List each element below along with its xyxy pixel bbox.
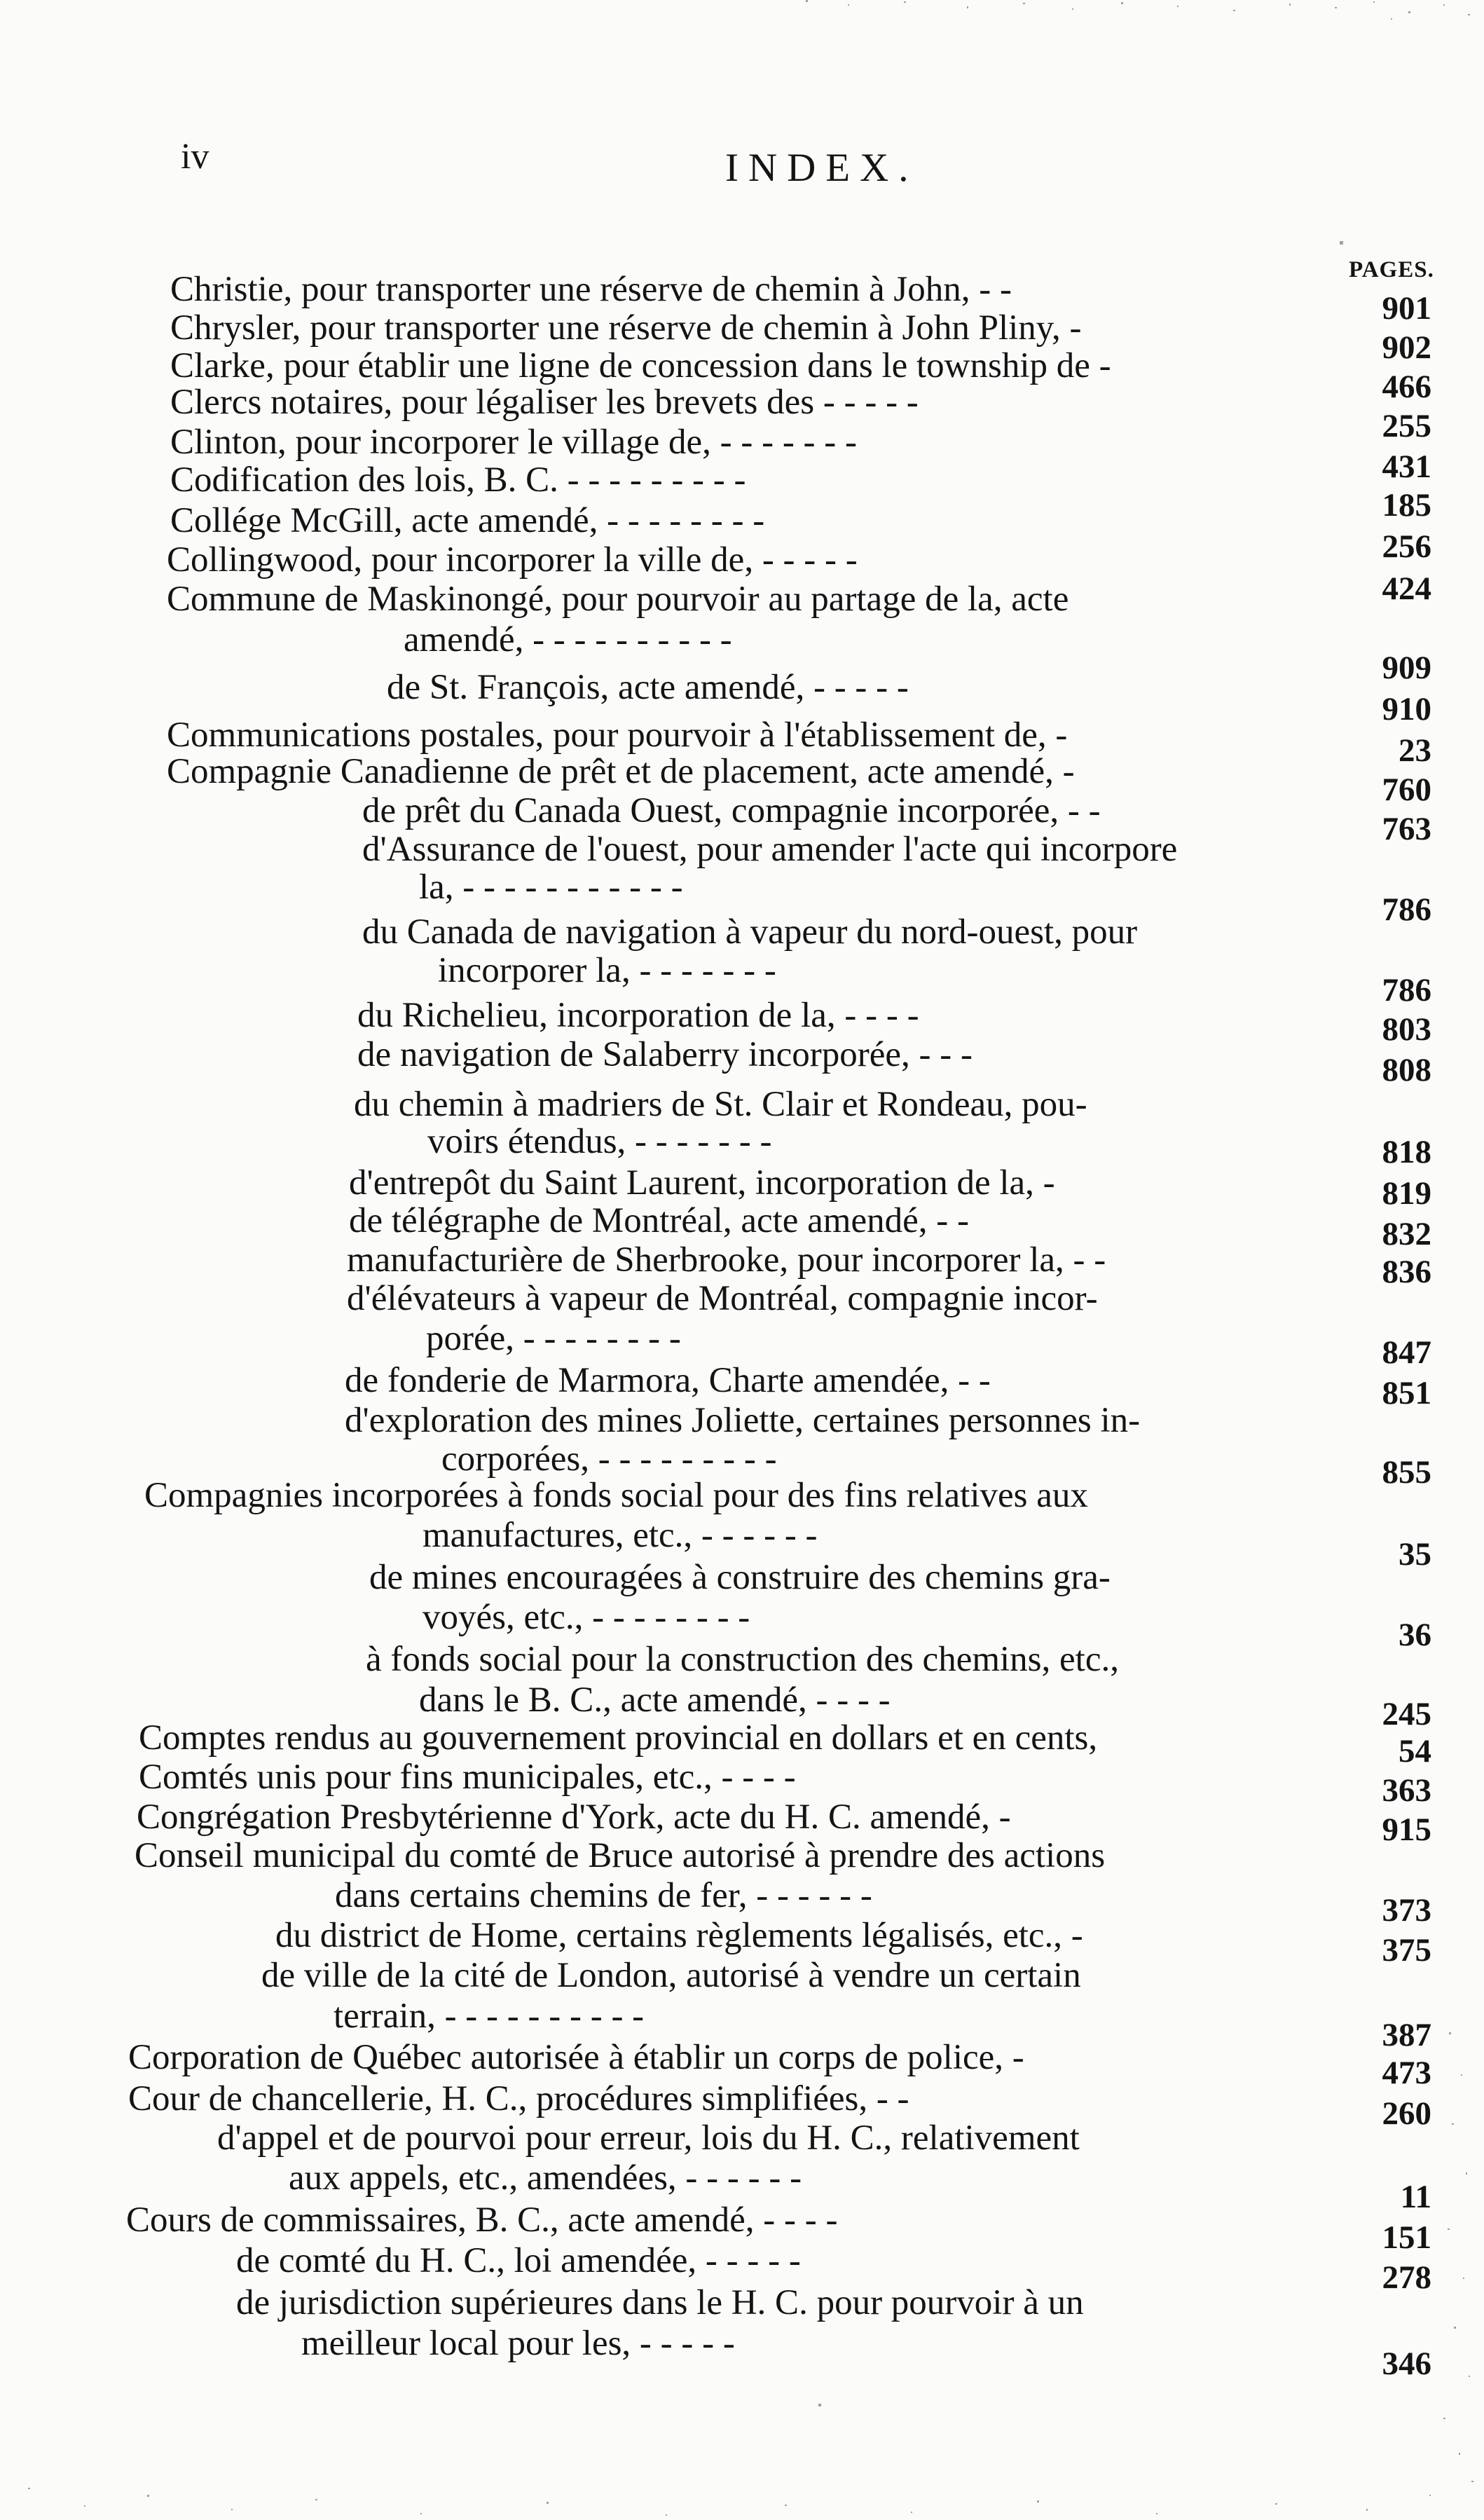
index-entry-text: de ville de la cité de London, autorisé à vendre un certain [261,1956,1081,1995]
index-entry-text: Comptes rendus au gouvernement provincial en dollars et en cents, [139,1718,1098,1758]
index-entry-text: Collége McGill, acte amendé, - - - - - - - - [170,501,765,540]
index-entry-text: aux appels, etc., amendées, - - - - - - [289,2158,802,2198]
index-entry-page: 11 [1400,2179,1431,2215]
index-entry-text: Conseil municipal du comté de Bruce autorisé à prendre des actions [135,1836,1106,1875]
index-entry-text: Compagnies incorporées à fonds social pour des fins relatives aux [144,1476,1088,1515]
index-entry-page: 255 [1382,408,1431,444]
index-entry-text: Compagnie Canadienne de prêt et de placement, acte amendé, - [167,752,1075,791]
index-entry-text: Cours de commissaires, B. C., acte amendé, - - - - [126,2200,838,2240]
index-entry-page: 819 [1382,1175,1431,1212]
index-entry-text: du Richelieu, incorporation de la, - - - - [357,996,919,1035]
index-entry-text: de St. François, acte amendé, - - - - - [387,668,909,707]
index-entry-page: 851 [1382,1375,1431,1411]
index-entry-text: Comtés unis pour fins municipales, etc., - - - - [139,1758,796,1797]
index-entry-page: 909 [1382,650,1431,686]
index-entry-text: Communications postales, pour pourvoir à l'établissement de, - [167,715,1068,755]
index-entry-page: 915 [1382,1812,1431,1848]
index-entry-page: 910 [1382,691,1431,727]
index-entry-page: 808 [1382,1052,1431,1088]
index-entry-text: de fonderie de Marmora, Charte amendée, - - [345,1361,991,1400]
index-entry-page: 431 [1382,448,1431,485]
index-entry-page: 54 [1399,1733,1431,1769]
index-entry-page: 151 [1382,2219,1431,2256]
index-entry-text: terrain, - - - - - - - - - - [334,1997,645,2036]
index-entry-text: Clercs notaires, pour légaliser les brevets des - - - - - [170,383,919,422]
index-entry-text: porée, - - - - - - - - [426,1319,681,1358]
page-number: iv [181,137,209,177]
index-entry-text: Clarke, pour établir une ligne de concession dans le township de - [170,346,1111,385]
index-entry-text: voirs étendus, - - - - - - - [427,1122,772,1161]
index-entry-page: 763 [1382,811,1431,847]
index-entry-text: de mines encouragées à construire des chemins gra- [369,1558,1111,1597]
index-entry-page: 901 [1382,290,1431,327]
index-entry-text: incorporer la, - - - - - - - [438,951,776,990]
index-entry-page: 375 [1382,1932,1431,1968]
index-entry-page: 424 [1382,570,1431,607]
index-entry-text: de télégraphe de Montréal, acte amendé, - - [349,1201,969,1240]
index-entry-page: 185 [1382,487,1431,523]
index-entry-text: Christie, pour transporter une réserve de chemin à John, - - [170,270,1012,309]
index-entry-text: meilleur local pour les, - - - - - [301,2324,735,2363]
index-entry-text: d'appel et de pourvoi pour erreur, lois du H. C., relativement [217,2118,1080,2158]
index-entry-page: 855 [1382,1454,1431,1491]
index-entry-text: amendé, - - - - - - - - - - [404,620,732,659]
index-entry-text: à fonds social pour la construction des chemins, etc., [366,1640,1119,1679]
index-entry-page: 760 [1382,772,1431,808]
page-title: INDEX. [725,146,919,190]
pages-column-header: PAGES. [1349,257,1434,282]
index-entry-text: Cour de chancellerie, H. C., procédures simplifiées, - - [128,2079,909,2118]
index-entry-page: 36 [1399,1617,1431,1653]
index-entry-text: de prêt du Canada Ouest, compagnie incorporée, - - [362,791,1101,830]
index-entry-text: Clinton, pour incorporer le village de, - - - - - - - [170,423,858,462]
index-entry-text: Collingwood, pour incorporer la ville de, - - - - - [167,540,858,580]
index-entry-page: 832 [1382,1216,1431,1252]
index-entry-page: 786 [1382,891,1431,928]
index-entry-text: Chrysler, pour transporter une réserve de chemin à John Pliny, - [170,308,1082,348]
index-entry-page: 786 [1382,972,1431,1008]
index-entry-text: d'élévateurs à vapeur de Montréal, compagnie incor- [347,1279,1098,1318]
index-entry-page: 256 [1382,528,1431,565]
index-entry-text: dans certains chemins de fer, - - - - - - [335,1876,872,1915]
index-entry-text: dans le B. C., acte amendé, - - - - [419,1680,891,1720]
index-entry-text: du Canada de navigation à vapeur du nord-ouest, pour [362,912,1138,952]
index-entry-page: 818 [1382,1134,1431,1170]
index-entry-text: corporées, - - - - - - - - - [441,1439,777,1479]
index-entry-text: de navigation de Salaberry incorporée, - - - [357,1035,973,1074]
index-entry-page: 387 [1382,2017,1431,2053]
index-entry-page: 260 [1382,2095,1431,2132]
index-entry-page: 466 [1382,369,1431,405]
index-entry-text: voyés, etc., - - - - - - - - [422,1598,750,1637]
index-entry-text: d'exploration des mines Joliette, certaines personnes in- [345,1401,1141,1440]
index-entry-text: du chemin à madriers de St. Clair et Rondeau, pou- [354,1085,1087,1124]
index-entry-page: 847 [1382,1334,1431,1371]
index-entry-text: la, - - - - - - - - - - - [419,868,683,907]
index-entry-page: 346 [1382,2346,1431,2382]
index-entry-page: 23 [1399,732,1431,769]
index-entry-page: 245 [1382,1696,1431,1732]
index-entry-page: 836 [1382,1254,1431,1290]
index-entry-page: 803 [1382,1011,1431,1048]
index-entry-text: manufacturière de Sherbrooke, pour incorporer la, - - [347,1240,1106,1280]
index-entry-page: 363 [1382,1772,1431,1809]
index-entry-text: du district de Home, certains règlements légalisés, etc., - [275,1916,1083,1955]
index-entry-text: Commune de Maskinongé, pour pourvoir au partage de la, acte [167,580,1069,619]
index-entry-text: d'entrepôt du Saint Laurent, incorporation de la, - [349,1163,1055,1203]
index-entry-page: 473 [1382,2055,1431,2091]
index-entry-text: Corporation de Québec autorisée à établir un corps de police, - [128,2038,1024,2077]
index-entry-page: 35 [1399,1536,1431,1573]
index-entry-text: Codification des lois, B. C. - - - - - - - - - [170,460,746,500]
index-entry-text: de comté du H. C., loi amendée, - - - - - [236,2241,801,2280]
index-entry-text: de jurisdiction supérieures dans le H. C. pour pourvoir à un [236,2283,1084,2322]
index-entry-text: Congrégation Presbytérienne d'York, acte du H. C. amendé, - [137,1797,1011,1837]
index-entry-text: manufactures, etc., - - - - - - [422,1516,818,1555]
index-entry-text: d'Assurance de l'ouest, pour amender l'acte qui incorpore [362,830,1178,869]
index-entry-page: 373 [1382,1892,1431,1929]
index-entry-page: 278 [1382,2259,1431,2296]
index-entry-page: 902 [1382,329,1431,366]
